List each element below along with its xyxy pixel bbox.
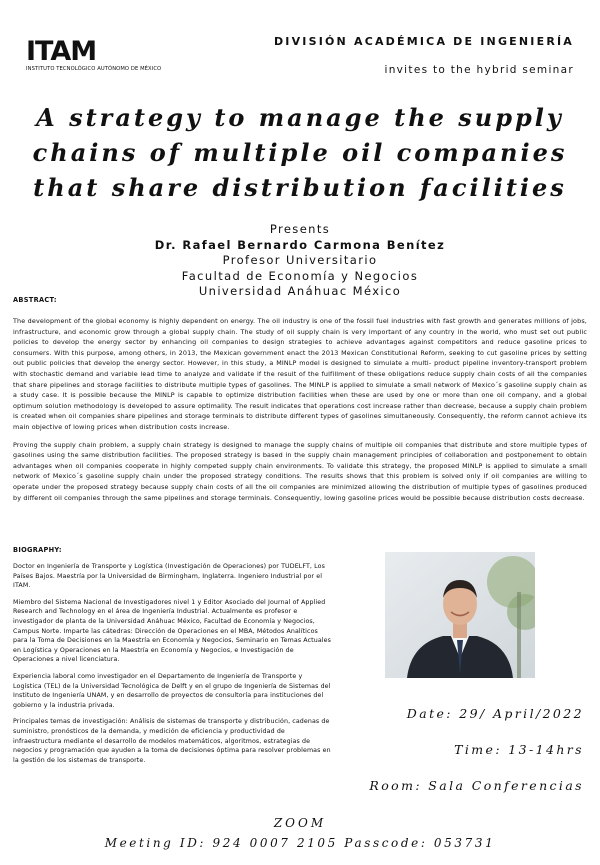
biography-label: BIOGRAPHY: xyxy=(13,546,62,554)
biography-paragraph: Principales temas de investigación: Análisis de sistemas de transporte y distribución, cadenas de suministro, pronósticos de la demanda, y medición de eficiencia y productividad de infraestructura mediante el desarrollo de modelos matemáticos, algoritmos, estrategias de negocios y programación que ayuden a la toma de decisiones óptima para resolver problemas en la gestión de los sistemas de transporte. xyxy=(13,718,331,764)
division-heading: DIVISIÓN ACADÉMICA DE INGENIERÍA xyxy=(273,35,574,48)
event-room: Room: Sala Conferencias xyxy=(369,778,584,793)
biography-text xyxy=(13,562,333,772)
platform-label: ZOOM xyxy=(273,816,327,830)
abstract-text xyxy=(13,316,587,510)
abstract-paragraph: Proving the supply chain problem, a supply chain strategy is designed to manage the supply chains of multiple oil companies that distribute and store multiple types of gasolines using the same distribution facilities. The proposed strategy is based in the supply chain management principles of collaboration and postponement to obtain advantages when oil companies cooperate in highly competed supply chain environments. To validate this strategy, the proposed MINLP is applied to simulate a small network of Mexico´s gasoline supply chain under the proposed strategy conditions. The results shows that this problem is solved only if oil companies are willing to operate under the proposed strategy because supply chain costs of all the oil companies are minimized allowing the distribution of multiple types of gasolines produced by different oil companies through the same pipelines and storage terminals. Consequently, lowing gasoline prices would be possible because distribution costs decrease. xyxy=(13,440,587,502)
title-line: A strategy to manage the supply xyxy=(36,103,564,132)
presenter-block xyxy=(0,222,600,300)
title-line: chains of multiple oil companies xyxy=(32,138,568,167)
biography-paragraph: Miembro del Sistema Nacional de Investigadores nivel 1 y Editor Asociado del Journal of Applied Research and Technology en el área de Ingeniería Industrial. Actualmente es profesor e investigador de planta de la Universidad Anáhuac México, Facultad de Economía y Negocios, Campus Norte. Imparte las cátedras: Dirección de Operaciones en el MBA, Métodos Analíticos para la Toma de Decisiones en la Maestría en Economía y Negocios, Seminario en Temas Actuales en Logística y Operaciones en la Maestría en Economía y Negocios, e Investigación de Operaciones a nivel licenciatura. xyxy=(13,598,331,664)
logo-subtitle: INSTITUTO TECNOLÓGICO AUTÓNOMO DE MÉXICO xyxy=(26,66,162,72)
abstract-paragraph: The development of the global economy is highly dependent on energy. The oil industry is one of the fossil fuel industries with fast growth and generates millions of jobs, infrastructure, and economic grow through a global supply chain. The study of oil supply chain is very important of any country in the world, who must set out public policies to develop the energy sector by enhancing oil companies to design strategies to achieve advantages against competitors and reduce gasoline prices to consumers. With this purpose, among others, in 2013, the Mexican government enact the 2013 Mexican Constitutional Reform, seeking to cut gasoline prices by setting out public policies that develop the energy sector. However, in this study, a MINLP model is designed to simulate a multi- product pipeline inventory-transport problem with stochastic demand and variable lead time to analyze and validate if the result of the fulfillment of these obligations reduce supply chain costs of all the companies that share pipelines and storage facilities to distribute multiple types of gasolines. The MINLP is applied to simulate a small network of Mexico´s gasoline supply chain as a study case. It is possible because the MINLP is capable to optimize distribution facilities when these are used by one or more than one oil company, and a global optimum solution methodology is developed to assure optimality. The result indicates that operations cost increase rather than decrease, because a supply chain problem is created when oil companies share pipelines and storage terminals to distribute different types of gasolines simultaneously. Consequently, the reform cannot achieve its main objective of lowing prices when distribution costs increase. xyxy=(13,317,587,431)
title-line: that share distribution facilities xyxy=(33,173,567,202)
abstract-label: ABSTRACT: xyxy=(13,296,57,304)
event-date: Date: 29/ April/2022 xyxy=(406,706,584,721)
biography-paragraph: Experiencia laboral como investigador en el Departamento de Ingeniería de Transporte y Logística (TEL) de la Universidad Tecnológica de Delft y en el grupo de Ingeniería de Sistemas del Instituto de Ingeniería UNAM, y en desarrollo de proyectos de consultoría para instituciones del gobierno y la industria privada. xyxy=(13,672,331,709)
presenter-position: Profesor Universitario xyxy=(222,253,378,267)
logo-wordmark: ITAM xyxy=(26,36,97,67)
presents-label: Presents xyxy=(269,222,331,236)
event-time: Time: 13-14hrs xyxy=(454,742,584,757)
presenter-name: Dr. Rafael Bernardo Carmona Benítez xyxy=(154,237,446,252)
presenter-faculty: Facultad de Economía y Negocios xyxy=(181,268,419,283)
seminar-title xyxy=(20,100,580,205)
invitation-line: invites to the hybrid seminar xyxy=(384,64,574,76)
itam-logo xyxy=(26,36,186,72)
presenter-photo xyxy=(385,552,535,678)
biography-paragraph: Doctor en Ingeniería de Transporte y Logística (Investigación de Operaciones) por TUDELFT, Los Países Bajos. Maestría por la Universidad de Birmingham, Inglaterra. Ingeniero Industrial por el ITAM. xyxy=(13,563,325,590)
meeting-details: Meeting ID: 924 0007 2105 Passcode: 053731 xyxy=(104,836,496,850)
presenter-university: Universidad Anáhuac México xyxy=(198,284,402,298)
